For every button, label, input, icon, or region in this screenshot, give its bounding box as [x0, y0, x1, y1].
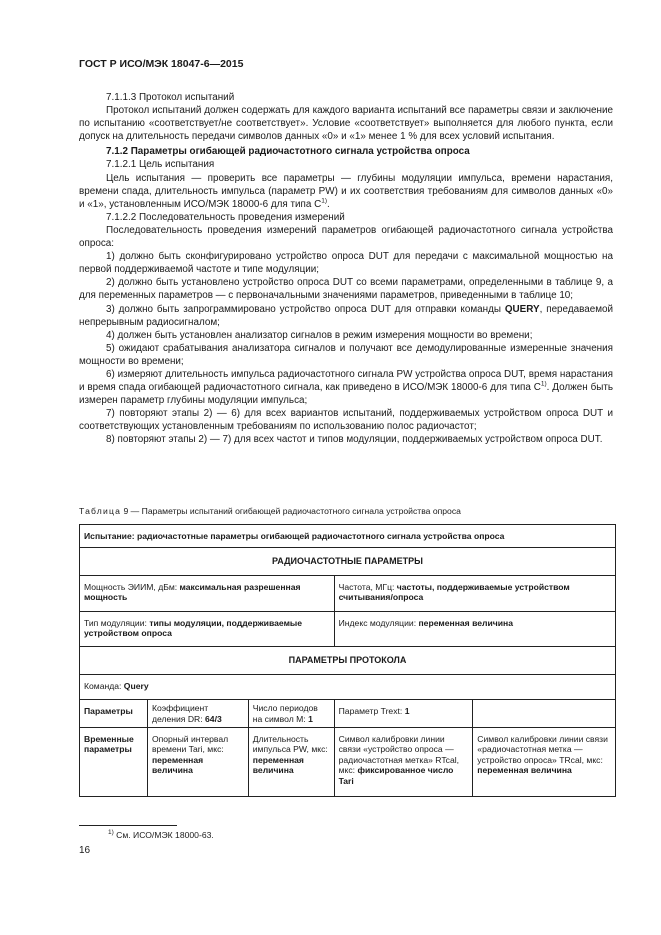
page-number: 16 [79, 845, 91, 856]
rtcal-cell: Символ калибровки линии связи «устройство опроса — радиочастотная метка» RTcal, мкс: фиксированное число Tari [334, 728, 473, 797]
document-body [79, 91, 613, 447]
footnote-divider [79, 825, 177, 826]
frequency-cell: Частота, МГц: частоты, поддерживаемые устройством считывания/опроса [334, 575, 615, 611]
step-5: 5) ожидают срабатывания анализатора сигналов и получают все демодулированные измеренные значения мощности во времени; [79, 342, 613, 367]
modulation-index-cell: Индекс модуляции: переменная величина [334, 611, 615, 647]
section-7121-title: 7.1.2.1 Цель испытания [106, 159, 215, 171]
table-row [80, 611, 616, 647]
step-7: 7) повторяют этапы 2) — 6) для всех вариантов испытаний, поддерживаемых устройством опроса DUT и соответствующих установленным требованиям по использованию полос радиочастот; [79, 408, 613, 433]
empty-cell [473, 700, 616, 728]
table-row [80, 647, 616, 674]
section-7122-text: Последовательность проведения измерений параметров огибающей радиочастотного сигнала устройства опроса: [79, 224, 613, 250]
step-6: 6) измеряют длительность импульса радиочастотного сигнала PW устройства опроса DUT, время нарастания и время спада огибающей радиочастотного сигнала, как приведено в ИСО/МЭК 18000-6 для типа $C^{1)}$. Должен быть измерен параметр глубины модуляции импульса; [79, 368, 614, 407]
table-row [80, 700, 616, 728]
step-3: 3) должно быть запрограммировано устройство опроса DUT для отправки команды QUERY, передаваемой непрерывным радиосигналом; [79, 303, 613, 328]
table-row [80, 728, 616, 797]
footnote: $^{1)}$ См. ИСО/МЭК 18000-63. [108, 829, 214, 840]
step-1: 1) должно быть сконфигурировано устройство опроса DUT для передачи с максимальной мощностью на первой поддерживаемой частоте и типе модуляции; [79, 251, 613, 276]
table-caption: Таблица 9 — Параметры испытаний огибающей радиочастотного сигнала устройства опроса [79, 506, 461, 516]
parameters-label-cell: Параметры [80, 700, 148, 728]
test-label-cell: Испытание: радиочастотные параметры огибающей радиочастотного сигнала устройства опроса [80, 525, 616, 548]
section-712-title: 7.1.2 Параметры огибающей радиочастотного сигнала устройства опроса [106, 146, 470, 158]
rf-parameters-header: РАДИОЧАСТОТНЫЕ ПАРАМЕТРЫ [80, 548, 616, 575]
section-7113-title: 7.1.1.3 Протокол испытаний [106, 92, 235, 103]
step-4: 4) должен быть установлен анализатор сигналов в режим измерения мощности во времени; [106, 329, 533, 341]
pulse-width-cell: Длительность импульса PW, мкс: переменная величина [248, 728, 334, 797]
table-row [80, 525, 616, 548]
step-8: 8) повторяют этапы 2) — 7) для всех частот и типов модуляции, поддерживаемых устройством опроса DUT. [106, 434, 603, 446]
section-7122-title: 7.1.2.2 Последовательность проведения измерений [106, 211, 345, 223]
protocol-parameters-header: ПАРАМЕТРЫ ПРОТОКОЛА [80, 647, 616, 674]
power-cell: Мощность ЭИИМ, дБм: максимальная разрешенная мощность [80, 575, 335, 611]
query-command: QUERY [504, 303, 540, 315]
modulation-type-cell: Тип модуляции: типы модуляции, поддерживаемые устройством опроса [80, 611, 335, 647]
table-row [80, 575, 616, 611]
command-cell: Команда: Query [80, 674, 616, 699]
cycles-per-symbol-cell: Число периодов на символ M: 1 [248, 700, 334, 728]
document-code-header: ГОСТ Р ИСО/МЭК 18047-6—2015 [79, 58, 244, 70]
table-row [80, 674, 616, 699]
tari-cell: Опорный интервал времени Tari, мкс: переменная величина [147, 728, 248, 797]
parameters-table [79, 524, 616, 797]
section-7121-text: Цель испытания — проверить все параметры — глубины модуляции импульса, времени нарастания, времени спада, длительность импульса (параметр PW) и их соответствия требованиям для символов данных «0» и «1», установленным ИСО/МЭК 18000-6 для типа $C^{1)}$. [79, 172, 613, 210]
section-7113-text: Протокол испытаний должен содержать для каждого варианта испытаний все параметры связи и заключение по испытанию «соответствует/не соответствует». Условие «соответствует» выполняется для любого пункта, если допуск на длительность передачи символов данных «0» и «1» менее 1 % для всех условий испытания. [79, 105, 613, 143]
table-row [80, 548, 616, 575]
step-2: 2) должно быть установлено устройство опроса DUT со всеми параметрами, определенными в таблице 9, а для переменных параметров — с первоначальными значениями параметров, приведенными в таблице 10; [79, 277, 613, 302]
timing-parameters-label-cell: Временные параметры [80, 728, 148, 797]
trcal-cell: Символ калибровки линии связи «радиочастотная метка — устройство опроса» TRcal, мкс: переменная величина [473, 728, 616, 797]
divide-ratio-cell: Коэффициент деления DR: 64/3 [147, 700, 248, 728]
trext-cell: Параметр Trext: 1 [334, 700, 473, 728]
footnote-ref: 1) [540, 380, 547, 388]
footnote-ref: 1) [321, 197, 328, 205]
